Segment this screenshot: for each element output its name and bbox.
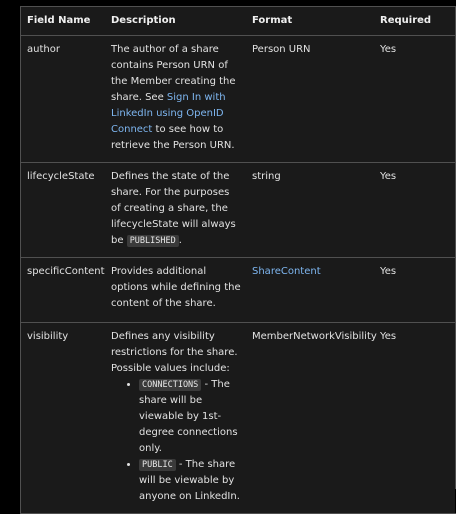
public-code: PUBLIC <box>139 459 176 471</box>
list-item <box>139 457 242 505</box>
format-cell: Person URN <box>246 36 374 163</box>
table-row <box>21 323 456 514</box>
format-cell: MemberNetworkVisibility <box>246 323 374 514</box>
field-name-cell: specificContent <box>21 258 105 323</box>
format-cell <box>246 258 374 323</box>
table-row <box>21 36 456 163</box>
header-format: Format <box>246 7 374 36</box>
required-cell: Yes <box>374 36 456 163</box>
list-item <box>139 377 242 457</box>
fields-table <box>21 7 456 514</box>
value-description: - The share will be viewable by anyone on LinkedIn. <box>139 459 240 502</box>
share-content-link[interactable]: ShareContent <box>252 266 321 277</box>
published-code: PUBLISHED <box>127 235 179 247</box>
description-text: Defines any visibility restrictions for the share. Possible values include: <box>111 331 238 374</box>
required-cell: Yes <box>374 258 456 323</box>
header-required: Required <box>374 7 456 36</box>
description-cell <box>105 36 246 163</box>
table-row <box>21 163 456 258</box>
fields-table-container <box>20 6 455 514</box>
sign-in-openid-link[interactable]: Sign In with LinkedIn using OpenID Connect <box>111 92 226 135</box>
description-text: to see how to retrieve the Person URN. <box>111 124 235 151</box>
description-text: The author of a share contains Person URN of the Member creating the share. See <box>111 44 236 103</box>
table-row <box>21 258 456 323</box>
header-field-name: Field Name <box>21 7 105 36</box>
required-cell: Yes <box>374 163 456 258</box>
description-cell <box>105 163 246 258</box>
field-name-cell: lifecycleState <box>21 163 105 258</box>
header-description: Description <box>105 7 246 36</box>
connections-code: CONNECTIONS <box>139 379 201 391</box>
table-header-row <box>21 7 456 36</box>
required-cell: Yes <box>374 323 456 514</box>
description-text: Defines the state of the share. For the purposes of creating a share, the lifecycleState will always be <box>111 171 236 246</box>
description-cell: Provides additional options while defining the content of the share. <box>105 258 246 323</box>
visibility-values-list <box>111 377 242 505</box>
description-cell <box>105 323 246 514</box>
field-name-cell: visibility <box>21 323 105 514</box>
description-text: . <box>178 235 182 246</box>
value-description: - The share will be viewable by 1st-degree connections only. <box>139 379 238 454</box>
field-name-cell: author <box>21 36 105 163</box>
format-cell: string <box>246 163 374 258</box>
